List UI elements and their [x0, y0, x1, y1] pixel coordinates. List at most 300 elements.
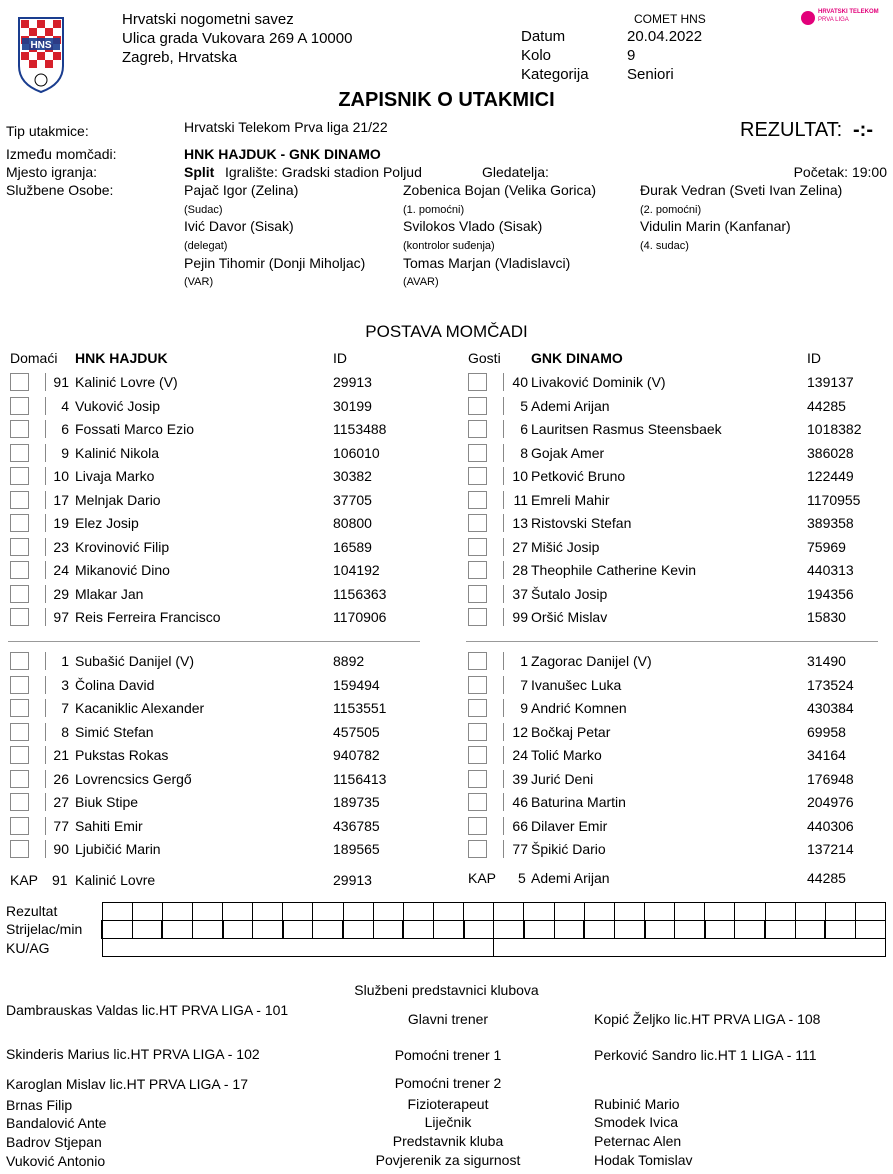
player-id: 1170955	[807, 491, 861, 508]
rep-left: Karoglan Mislav lic.HT PRVA LIGA - 17	[6, 1076, 248, 1092]
player-number: 4	[61, 397, 69, 414]
mark-box	[10, 793, 28, 811]
kategorija-label: Kategorija	[521, 66, 589, 83]
rep-left: Badrov Stjepan	[6, 1134, 102, 1150]
player-name: Baturina Martin	[531, 794, 626, 810]
mark-box	[486, 491, 504, 509]
player-id: 176948	[807, 770, 854, 787]
mark-box	[468, 746, 486, 764]
player-id: 940782	[333, 747, 380, 763]
mark-box	[10, 467, 28, 485]
scorer-cell	[645, 921, 675, 939]
home-divider	[8, 641, 420, 642]
player-number: 28	[512, 562, 528, 578]
result-cell	[283, 903, 313, 921]
result-cell	[132, 903, 162, 921]
player-name: Subašić Danijel (V)	[75, 653, 195, 669]
away-divider	[466, 641, 878, 642]
scorer-cell	[434, 921, 464, 939]
rezultat-row-label: Rezultat	[6, 903, 58, 919]
player-name: Krovinović Filip	[75, 538, 170, 555]
player-number: 66	[512, 817, 528, 834]
mark-box	[28, 817, 46, 835]
player-id: 457505	[333, 723, 380, 740]
mark-box	[468, 467, 486, 485]
player-name: Elez Josip	[75, 515, 139, 531]
mark-box	[486, 793, 504, 811]
result-cell	[162, 903, 192, 921]
mark-box	[486, 608, 504, 626]
mark-box	[486, 746, 504, 764]
kuag-row-label: KU/AG	[6, 940, 50, 956]
player-id: 440306	[807, 817, 854, 834]
player-id: 122449	[807, 468, 854, 484]
mark-box	[28, 538, 46, 556]
result-cell	[313, 903, 343, 921]
result-cell	[494, 903, 524, 921]
player-name: Dilaver Emir	[531, 817, 608, 834]
player-id: 1156413	[333, 770, 387, 787]
mark-box	[10, 770, 28, 788]
mark-box	[468, 538, 486, 556]
mark-box	[486, 676, 504, 694]
mark-box	[28, 397, 46, 415]
player-name: Reis Ferreira Francisco	[75, 609, 221, 625]
scorer-cell	[856, 921, 886, 939]
away-kap-label: KAP	[468, 870, 497, 886]
rep-role: Liječnik	[424, 1114, 472, 1130]
player-id: 75969	[807, 538, 846, 555]
page-title: ZAPISNIK O UTAKMICI	[338, 89, 555, 111]
player-id: 69958	[807, 723, 846, 740]
mark-box	[486, 561, 504, 579]
mark-box	[486, 840, 504, 858]
igraliste: Igralište: Gradski stadion Poljud	[225, 164, 422, 180]
official-role: (kontrolor suđenja)	[403, 240, 495, 252]
player-name: Gojak Amer	[531, 444, 605, 461]
player-id: 44285	[807, 397, 846, 414]
result-cell	[645, 903, 675, 921]
izmedu-label: Između momčadi:	[6, 146, 117, 162]
player-name: Špikić Dario	[531, 841, 606, 857]
mark-box	[468, 652, 486, 670]
mark-box	[468, 561, 486, 579]
scorer-cell	[343, 921, 373, 939]
result-cell	[735, 903, 765, 921]
player-name: Ljubičić Marin	[75, 841, 161, 857]
rep-role: Glavni trener	[407, 1011, 489, 1027]
home-team-name: HNK HAJDUK	[75, 350, 168, 366]
scorer-cell	[795, 921, 825, 939]
rep-left: Vuković Antonio	[6, 1153, 106, 1169]
result-cell	[403, 903, 433, 921]
mark-box	[486, 514, 504, 532]
scorer-cell	[313, 921, 343, 939]
player-name: Kalinić Lovre (V)	[75, 374, 178, 390]
official-name: Zobenica Bojan (Velika Gorica)	[403, 182, 596, 198]
away-kap-num: 5	[518, 870, 526, 886]
mark-box	[468, 444, 486, 462]
result-cell	[464, 903, 494, 921]
player-name: Tolić Marko	[531, 747, 602, 763]
rep-right: Kopić Željko lic.HT PRVA LIGA - 108	[594, 1011, 821, 1027]
player-id: 386028	[807, 444, 854, 461]
player-name: Čolina David	[75, 676, 155, 693]
mark-box	[10, 746, 28, 764]
mark-box	[10, 420, 28, 438]
player-name: Mlakar Jan	[75, 585, 144, 602]
player-number: 5	[520, 397, 528, 414]
mark-box	[28, 561, 46, 579]
player-id: 189735	[333, 794, 380, 810]
scorer-cell	[675, 921, 705, 939]
player-id: 37705	[333, 491, 372, 508]
result-cell	[102, 903, 132, 921]
player-number: 27	[512, 538, 528, 555]
mark-box	[468, 699, 486, 717]
scorer-cell	[494, 921, 524, 939]
player-id: 30382	[333, 468, 372, 484]
result-cell	[343, 903, 373, 921]
mark-box	[486, 467, 504, 485]
mark-box	[486, 585, 504, 603]
official-name: Đurak Vedran (Sveti Ivan Zelina)	[640, 182, 843, 198]
tip-value: Hrvatski Telekom Prva liga 21/22	[184, 119, 388, 135]
official-name: Svilokos Vlado (Sisak)	[403, 218, 543, 234]
official-role: (1. pomoćni)	[403, 204, 465, 216]
gledatelja: Gledatelja:	[482, 164, 549, 180]
player-id: 1170906	[333, 609, 387, 625]
result-cell	[765, 903, 795, 921]
official-role: (2. pomoćni)	[640, 204, 702, 216]
player-id: 204976	[807, 794, 854, 810]
player-name: Vuković Josip	[75, 397, 161, 414]
away-kap-name: Ademi Arijan	[531, 870, 610, 886]
player-name: Šutalo Josip	[531, 585, 608, 602]
result-cell	[825, 903, 855, 921]
player-id: 1153488	[333, 421, 387, 437]
datum-value: 20.04.2022	[627, 28, 703, 45]
mark-box	[28, 420, 46, 438]
scorer-cell	[192, 921, 222, 939]
kuag-cell	[494, 939, 886, 957]
scorer-cell	[283, 921, 313, 939]
mark-box	[28, 444, 46, 462]
home-kap-label: KAP	[10, 872, 39, 888]
player-id: 189565	[333, 841, 380, 857]
mark-box	[28, 699, 46, 717]
official-name: Pejin Tihomir (Donji Miholjac)	[184, 255, 366, 271]
mark-box	[10, 585, 28, 603]
player-number: 24	[53, 562, 69, 578]
result-cell	[856, 903, 886, 921]
scorer-cell	[584, 921, 614, 939]
player-name: Simić Stefan	[75, 723, 154, 740]
player-number: 6	[61, 421, 69, 437]
result-cell	[524, 903, 554, 921]
player-id: 15830	[807, 609, 846, 625]
player-number: 8	[61, 723, 69, 740]
player-name: Lovrencsics Gergő	[75, 770, 192, 787]
player-name: Ademi Arijan	[531, 397, 610, 414]
strijelac-row-label: Strijelac/min	[6, 921, 83, 937]
player-id: 173524	[807, 676, 854, 693]
player-name: Kalinić Nikola	[75, 444, 160, 461]
mark-box	[468, 397, 486, 415]
mark-box	[10, 723, 28, 741]
home-side-label: Domaći	[10, 350, 58, 366]
result-cell	[434, 903, 464, 921]
mark-box	[28, 676, 46, 694]
org-line1: Hrvatski nogometni savez	[122, 11, 294, 28]
rep-left: Bandalović Ante	[6, 1115, 107, 1131]
hns-crest-logo	[16, 14, 66, 94]
rep-role: Predstavnik kluba	[392, 1133, 504, 1149]
org-line3: Zagreb, Hrvatska	[122, 49, 238, 66]
scorer-cell	[373, 921, 403, 939]
rep-left: Dambrauskas Valdas lic.HT PRVA LIGA - 101	[6, 1002, 289, 1018]
rep-role: Povjerenik za sigurnost	[375, 1152, 521, 1168]
mjesto-city: Split	[184, 164, 215, 180]
mark-box	[486, 420, 504, 438]
rep-left: Brnas Filip	[6, 1097, 73, 1113]
player-number: 7	[61, 700, 69, 716]
kategorija-value: Seniori	[627, 66, 674, 83]
player-name: Theophile Catherine Kevin	[531, 562, 696, 578]
away-side-label: Gosti	[468, 350, 501, 366]
player-id: 29913	[333, 374, 372, 390]
player-name: Ristovski Stefan	[531, 515, 632, 531]
league-logo-text2: PRVA LIGA	[818, 17, 849, 23]
mark-box	[486, 397, 504, 415]
player-name: Petković Bruno	[531, 468, 626, 484]
kolo-label: Kolo	[521, 47, 552, 64]
rezultat-value: -:-	[853, 119, 873, 141]
player-number: 1	[520, 653, 528, 669]
player-number: 7	[520, 676, 528, 693]
home-id-header: ID	[333, 350, 347, 366]
mark-box	[28, 840, 46, 858]
result-cell	[554, 903, 584, 921]
player-number: 8	[520, 444, 528, 461]
player-id: 16589	[333, 538, 372, 555]
datum-label: Datum	[521, 28, 566, 45]
postava-title: POSTAVA MOMČADI	[365, 322, 528, 341]
official-role: (Sudac)	[184, 204, 223, 216]
away-id-header: ID	[807, 350, 821, 366]
scorer-cell	[554, 921, 584, 939]
result-cell	[192, 903, 222, 921]
mark-box	[10, 491, 28, 509]
mark-box	[28, 373, 46, 391]
player-name: Oršić Mislav	[531, 609, 608, 625]
player-name: Zagorac Danijel (V)	[531, 653, 652, 669]
scorer-cell	[614, 921, 644, 939]
official-name: Vidulin Marin (Kanfanar)	[640, 218, 791, 234]
mark-box	[28, 514, 46, 532]
official-name: Ivić Davor (Sisak)	[184, 218, 294, 234]
mark-box	[468, 723, 486, 741]
mark-box	[28, 491, 46, 509]
mark-box	[28, 467, 46, 485]
player-name: Jurić Deni	[531, 770, 594, 787]
result-cell	[223, 903, 253, 921]
mark-box	[28, 723, 46, 741]
player-name: Sahiti Emir	[75, 817, 143, 834]
result-cell	[584, 903, 614, 921]
player-number: 23	[53, 538, 69, 555]
mark-box	[468, 676, 486, 694]
home-kap-num: 91	[52, 872, 68, 888]
scorer-cell	[464, 921, 494, 939]
player-number: 77	[512, 841, 528, 857]
mark-box	[468, 585, 486, 603]
scorer-cell	[223, 921, 253, 939]
player-number: 90	[53, 841, 69, 857]
mark-box	[28, 770, 46, 788]
player-id: 104192	[333, 562, 380, 578]
mark-box	[486, 444, 504, 462]
player-id: 436785	[333, 817, 380, 834]
scorer-cell	[162, 921, 192, 939]
player-name: Lauritsen Rasmus Steensbaek	[531, 421, 722, 437]
rep-right: Smodek Ivica	[594, 1114, 679, 1130]
player-name: Biuk Stipe	[75, 794, 139, 810]
rep-role: Fizioterapeut	[407, 1096, 489, 1112]
mark-box	[10, 397, 28, 415]
result-table	[101, 902, 886, 957]
kuag-cell	[102, 939, 494, 957]
scorer-cell	[102, 921, 132, 939]
player-number: 46	[512, 794, 528, 810]
official-name: Tomas Marjan (Vladislavci)	[403, 255, 571, 271]
player-number: 26	[53, 770, 69, 787]
player-name: Ivanušec Luka	[531, 676, 622, 693]
away-team-name: GNK DINAMO	[531, 350, 623, 366]
player-id: 1156363	[333, 585, 387, 602]
player-number: 6	[520, 421, 528, 437]
official-role: (delegat)	[184, 240, 228, 252]
player-name: Mišić Josip	[531, 538, 600, 555]
pocetak: Početak: 19:00	[793, 164, 887, 180]
mark-box	[486, 538, 504, 556]
player-number: 17	[53, 491, 69, 508]
player-number: 3	[61, 676, 69, 693]
mark-box	[468, 817, 486, 835]
scorer-cell	[403, 921, 433, 939]
home-kap-name: Kalinić Lovre	[75, 872, 156, 888]
mark-box	[468, 491, 486, 509]
official-role: (VAR)	[184, 276, 214, 288]
result-cell	[614, 903, 644, 921]
player-number: 37	[512, 585, 528, 602]
home-kap-id: 29913	[333, 872, 372, 888]
izmedu-value: HNK HAJDUK - GNK DINAMO	[184, 146, 381, 162]
result-cell	[795, 903, 825, 921]
rep-right: Rubinić Mario	[594, 1096, 680, 1112]
mark-box	[10, 514, 28, 532]
mark-box	[468, 793, 486, 811]
player-number: 13	[512, 515, 528, 531]
player-name: Pukstas Rokas	[75, 747, 169, 763]
sluzbene-label: Službene Osobe:	[6, 182, 114, 198]
mark-box	[28, 793, 46, 811]
comet-label: COMET HNS	[634, 12, 706, 26]
player-id: 30199	[333, 397, 372, 414]
player-number: 21	[53, 747, 69, 763]
away-kap-id: 44285	[807, 870, 846, 886]
mark-box	[10, 699, 28, 717]
mark-box	[468, 420, 486, 438]
player-id: 139137	[807, 374, 854, 390]
player-id: 389358	[807, 515, 854, 531]
rep-role: Pomoćni trener 1	[394, 1047, 502, 1063]
official-name: Pajač Igor (Zelina)	[184, 182, 299, 198]
player-id: 159494	[333, 676, 380, 693]
rep-left: Skinderis Marius lic.HT PRVA LIGA - 102	[6, 1046, 260, 1062]
official-role: (AVAR)	[403, 276, 439, 288]
league-logo	[800, 8, 890, 28]
mark-box	[10, 444, 28, 462]
scorer-cell	[705, 921, 735, 939]
mark-box	[468, 840, 486, 858]
mark-box	[486, 770, 504, 788]
scorer-cell	[765, 921, 795, 939]
mark-box	[468, 514, 486, 532]
rep-role: Pomoćni trener 2	[394, 1075, 502, 1091]
mark-box	[486, 817, 504, 835]
player-id: 440313	[807, 562, 854, 578]
player-number: 97	[53, 609, 69, 625]
player-number: 9	[61, 444, 69, 461]
rezultat-label: REZULTAT:	[740, 119, 843, 141]
mark-box	[486, 373, 504, 391]
scorer-cell	[253, 921, 283, 939]
player-number: 40	[512, 374, 528, 390]
mark-box	[10, 608, 28, 626]
rep-right: Peternac Alen	[594, 1133, 682, 1149]
player-number: 91	[53, 374, 69, 390]
player-number: 11	[513, 491, 528, 508]
player-number: 12	[512, 723, 528, 740]
scorer-cell	[524, 921, 554, 939]
mark-box	[28, 608, 46, 626]
svg-text:HNS: HNS	[30, 40, 52, 51]
player-name: Fossati Marco Ezio	[75, 421, 195, 437]
mjesto-label: Mjesto igranja:	[6, 164, 98, 180]
mark-box	[10, 840, 28, 858]
result-cell	[373, 903, 403, 921]
player-name: Emreli Mahir	[531, 491, 610, 508]
mark-box	[486, 652, 504, 670]
scorer-cell	[825, 921, 855, 939]
tip-label: Tip utakmice:	[6, 123, 89, 139]
mark-box	[28, 652, 46, 670]
mark-box	[468, 608, 486, 626]
player-number: 9	[520, 700, 528, 716]
mark-box	[468, 373, 486, 391]
mark-box	[28, 585, 46, 603]
result-cell	[253, 903, 283, 921]
player-name: Melnjak Dario	[75, 491, 161, 508]
player-number: 27	[53, 794, 69, 810]
league-logo-text1: HRVATSKI TELEKOM	[818, 9, 879, 15]
mark-box	[486, 699, 504, 717]
mark-box	[10, 817, 28, 835]
player-name: Andrić Komnen	[531, 700, 627, 716]
player-id: 80800	[333, 515, 372, 531]
player-id: 430384	[807, 700, 854, 716]
